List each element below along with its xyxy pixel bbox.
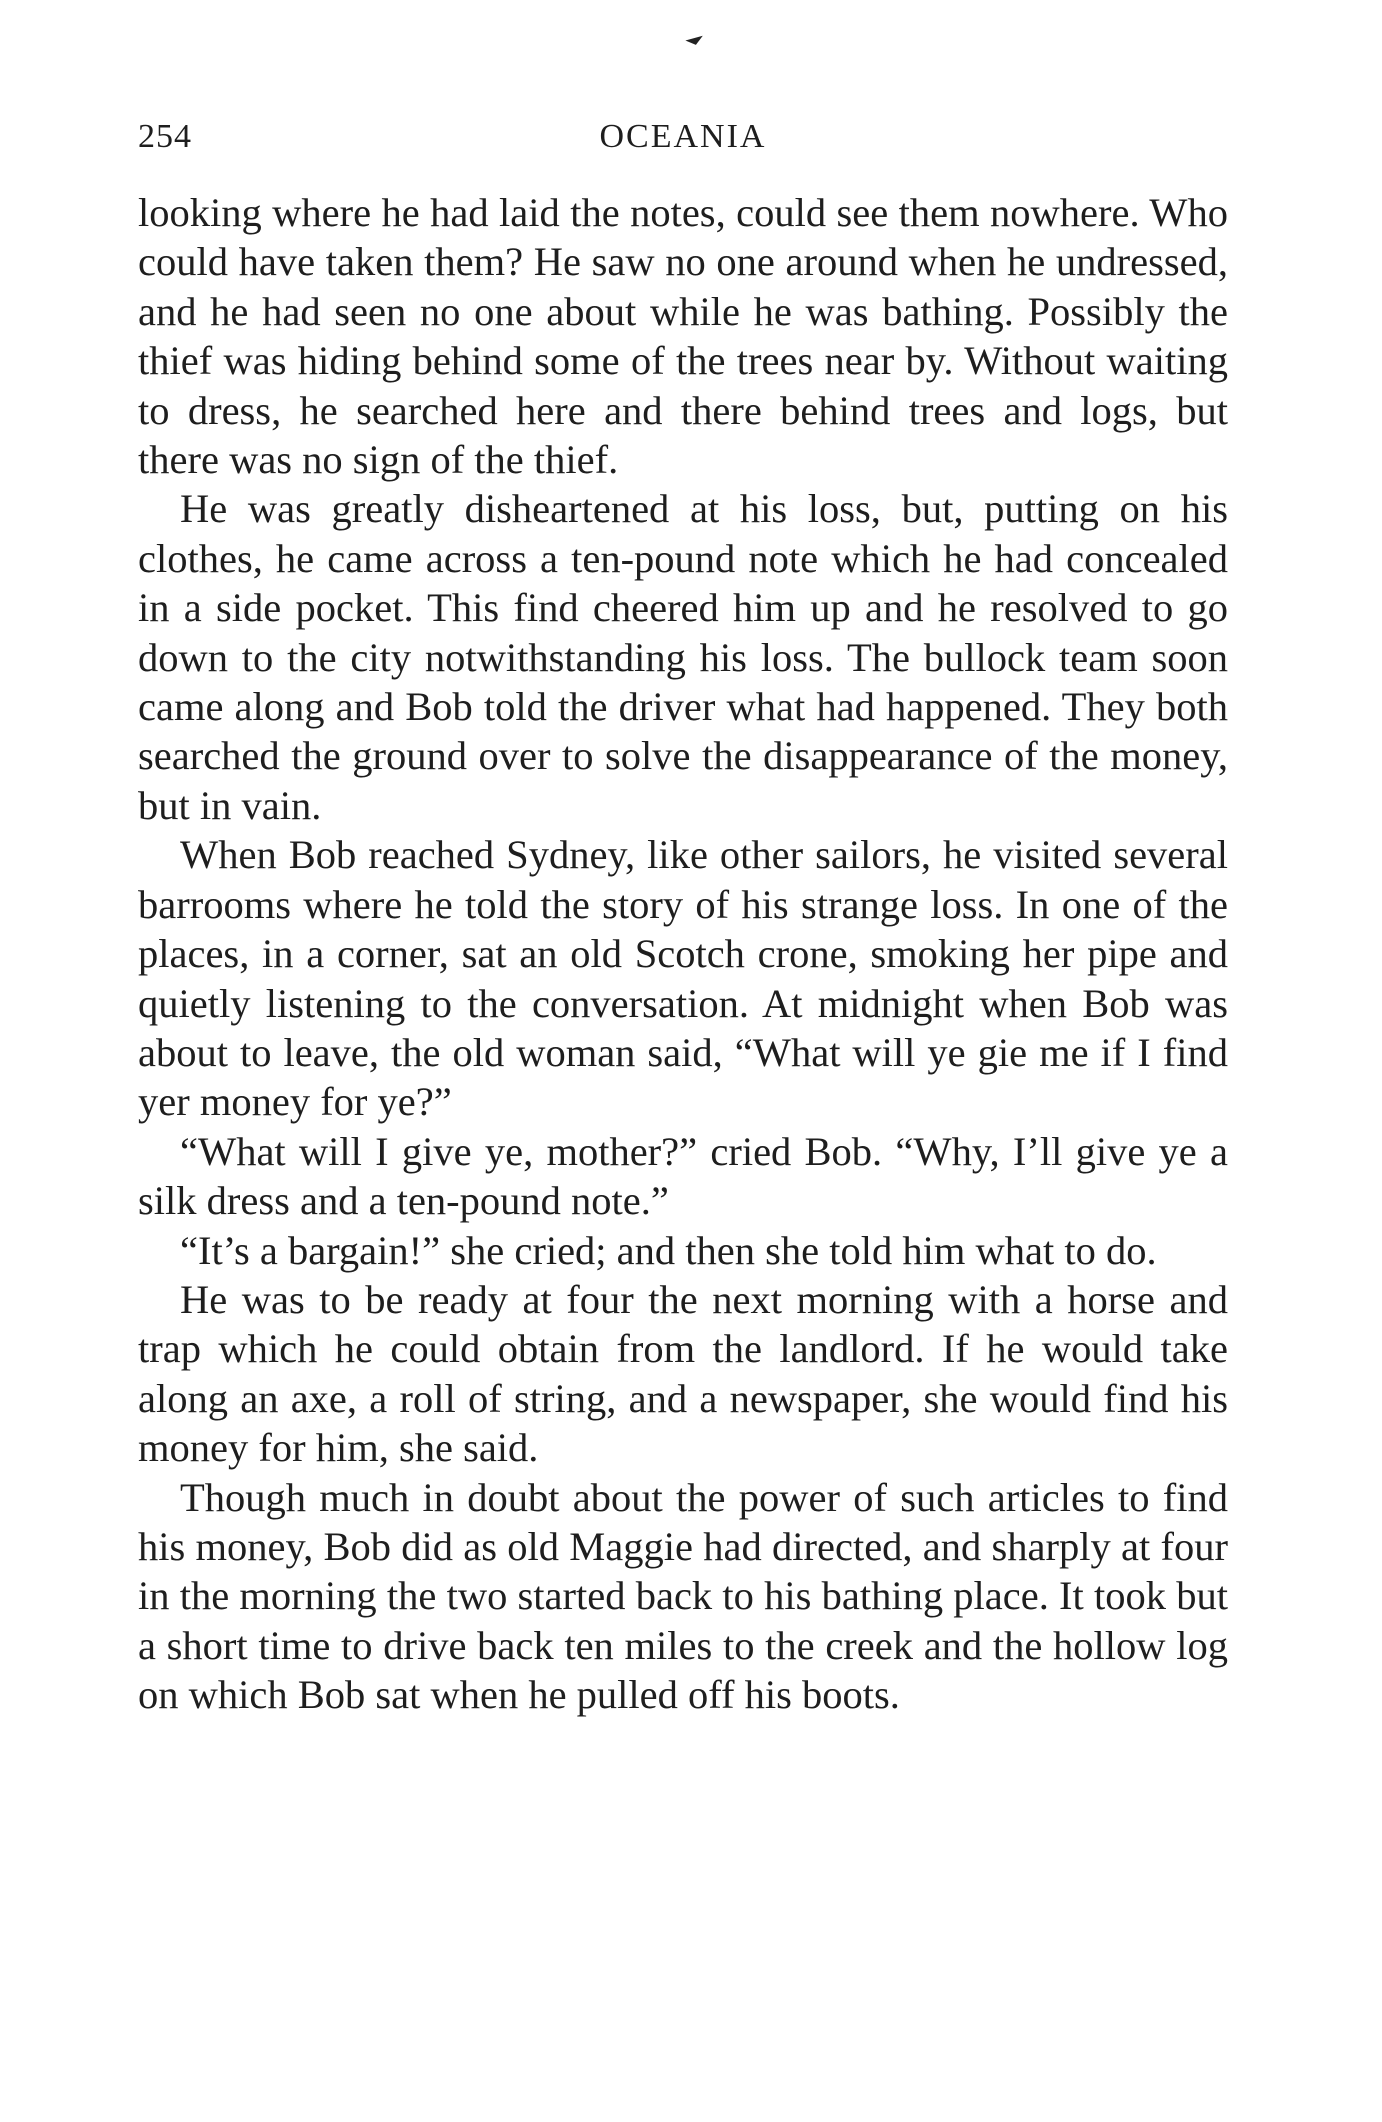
paragraph-1: looking where he had laid the notes, could see them nowhere. Who could have taken them? He saw no one around when he undressed, and he had seen no one about while he was bathing. Possibly the thief was hiding behind some of the trees near by. Without waiting to dress, he searched here and there behind trees and logs, but there was no sign of the thief.: [138, 190, 1228, 483]
ink-mark: [685, 36, 704, 47]
body-text: [138, 188, 1228, 1720]
paragraph-4: “What will I give ye, mother?” cried Bob. “Why, I’ll give ye a silk dress and a ten-pound note.”: [138, 1128, 1228, 1224]
paragraph-6: He was to be ready at four the next morning with a horse and trap which he could obtain from the landlord. If he would take along an axe, a roll of string, and a newspaper, she would find his money for him, she said.: [138, 1276, 1228, 1471]
paragraph-5: “It’s a bargain!” she cried; and then she told him what to do.: [180, 1227, 1157, 1273]
page-number: 254: [138, 118, 192, 155]
paragraph-2: He was greatly disheartened at his loss, but, putting on his clothes, he came across a ten-pound note which he had concealed in a side pocket. This find cheered him up and he resolved to go down to the city notwithstanding his loss. The bullock team soon came along and Bob told the driver what had happened. They both searched the ground over to solve the disappearance of the money, but in vain.: [138, 486, 1228, 828]
page-header: [138, 118, 1228, 168]
running-title: OCEANIA: [599, 118, 767, 155]
paragraph-3: When Bob reached Sydney, like other sailors, he visited several barrooms where he told the story of his strange loss. In one of the places, in a corner, sat an old Scotch crone, smoking her pipe and quietly listening to the conversation. At midnight when Bob was about to leave, the old woman said, “What will ye gie me if I find yer money for ye?”: [138, 832, 1228, 1125]
paragraph-7: Though much in doubt about the power of such articles to find his money, Bob did as old Maggie had directed, and sharply at four in the morning the two started back to his bathing place. It took but a short time to drive back ten miles to the creek and the hollow log on which Bob sat when he pulled off his boots.: [138, 1474, 1228, 1718]
